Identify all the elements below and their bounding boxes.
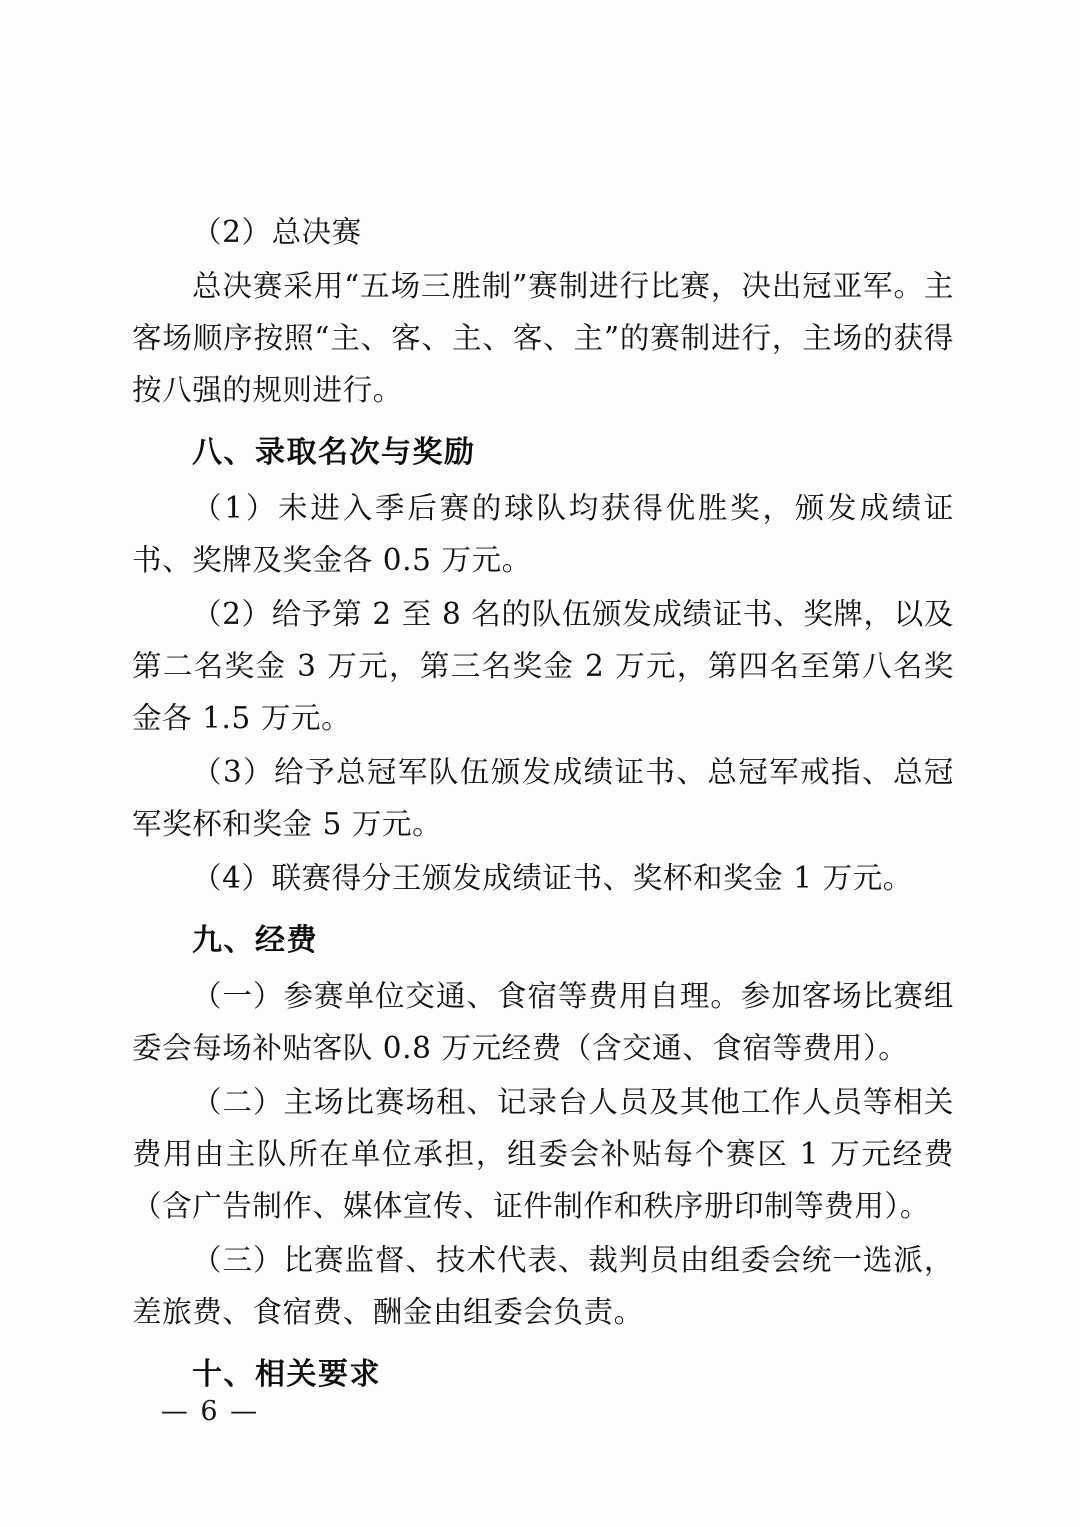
document-body [132, 206, 954, 1404]
section-heading-awards: 八、录取名次与奖励 [192, 435, 476, 470]
paragraph-award-3: （3）给予总冠军队伍颁发成绩证书、总冠军戒指、总冠军奖杯和奖金 5 万元。 [132, 755, 954, 841]
paragraph-funding-2: （二）主场比赛场租、记录台人员及其他工作人员等相关费用由主队所在单位承担，组委会补贴每个赛区 1 万元经费（含广告制作、媒体宣传、证件制作和秩序册印制等费用）。 [132, 1085, 954, 1223]
paragraph-award-2: （2）给予第 2 至 8 名的队伍颁发成绩证书、奖牌，以及第二名奖金 3 万元，第三名奖金 2 万元，第四名至第八名奖金各 1.5 万元。 [132, 597, 954, 735]
page-footer [0, 1396, 1080, 1427]
paragraph-final-round-title: （2）总决赛 [192, 215, 362, 249]
section-heading-requirements: 十、相关要求 [192, 1357, 381, 1392]
paragraph-award-1: （1）未进入季后赛的球队均获得优胜奖，颁发成绩证书、奖牌及奖金各 0.5 万元。 [132, 491, 954, 577]
page-number: — 6 — [160, 1396, 260, 1427]
paragraph-award-4: （4）联赛得分王颁发成绩证书、奖杯和奖金 1 万元。 [192, 861, 913, 895]
section-heading-funding: 九、经费 [192, 923, 318, 958]
paragraph-final-round-rules: 总决赛采用“五场三胜制”赛制进行比赛，决出冠亚军。主客场顺序按照“主、客、主、客、主”的赛制进行，主场的获得按八强的规则进行。 [132, 269, 954, 407]
paragraph-funding-1: （一）参赛单位交通、食宿等费用自理。参加客场比赛组委会每场补贴客队 0.8 万元经费（含交通、食宿等费用）。 [132, 979, 954, 1065]
paragraph-funding-3: （三）比赛监督、技术代表、裁判员由组委会统一选派，差旅费、食宿费、酬金由组委会负责。 [132, 1243, 954, 1329]
